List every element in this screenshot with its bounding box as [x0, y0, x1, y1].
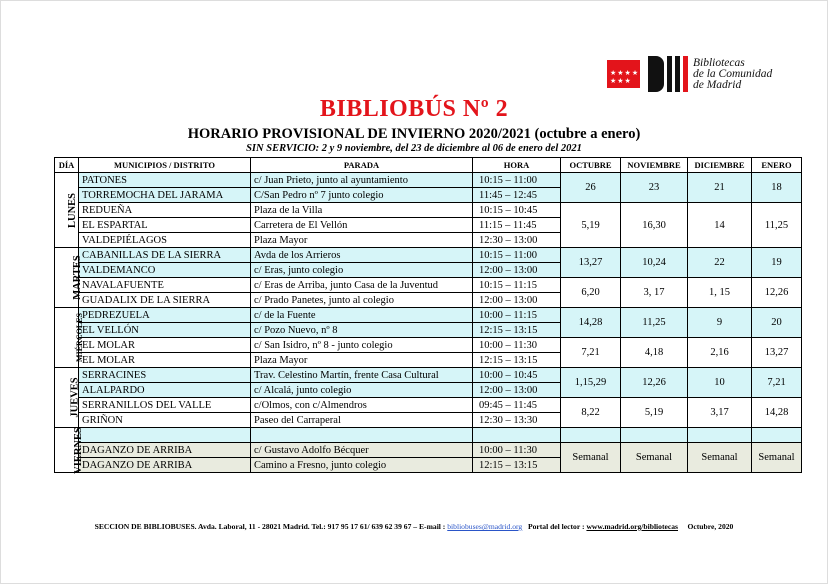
cell-november: 4,18 — [621, 338, 688, 368]
cell-hour: 12:00 – 13:00 — [473, 293, 561, 308]
cell-hour: 12:15 – 13:15 — [473, 458, 561, 473]
library-logo — [607, 54, 772, 94]
cell-stop: C/San Pedro nº 7 junto colegio — [251, 188, 473, 203]
cell-january: 13,27 — [752, 338, 802, 368]
cell-hour: 10:00 – 11:15 — [473, 308, 561, 323]
cell-municipality: CABANILLAS DE LA SIERRA — [79, 248, 251, 263]
logo-text: Bibliotecas de la Comunidad de Madrid — [693, 56, 773, 91]
cell-municipality: DAGANZO DE ARRIBA — [79, 443, 251, 458]
day-label: LUNES — [55, 173, 79, 248]
cell-hour: 12:30 – 13:00 — [473, 233, 561, 248]
cell-october: Semanal — [561, 443, 621, 473]
header-october: OCTUBRE — [561, 158, 621, 173]
cell-december: 3,17 — [688, 398, 752, 428]
cell-december: 21 — [688, 173, 752, 203]
schedule-body — [55, 173, 802, 473]
cell-january: 18 — [752, 173, 802, 203]
cell-stop: c/ Pozo Nuevo, nº 8 — [251, 323, 473, 338]
cell-stop: c/ de la Fuente — [251, 308, 473, 323]
table-row — [55, 398, 802, 413]
cell-november: 10,24 — [621, 248, 688, 278]
cell-municipality: SERRACINES — [79, 368, 251, 383]
cell-hour: 12:00 – 13:00 — [473, 263, 561, 278]
cell-hour: 10:00 – 11:30 — [473, 338, 561, 353]
cell-stop: c/ Alcalá, junto colegio — [251, 383, 473, 398]
day-label: MARTES — [55, 248, 79, 308]
cell-municipality: NAVALAFUENTE — [79, 278, 251, 293]
cell-january: 19 — [752, 248, 802, 278]
cell-hour: 12:15 – 13:15 — [473, 323, 561, 338]
day-label: VIERNES — [55, 428, 79, 473]
cell-stop: c/ Prado Panetes, junto al colegio — [251, 293, 473, 308]
cell-municipality: SERRANILLOS DEL VALLE — [79, 398, 251, 413]
cell-october: 26 — [561, 173, 621, 203]
cell-hour: 10:15 – 11:00 — [473, 173, 561, 188]
header-december: DICIEMBRE — [688, 158, 752, 173]
footer — [0, 522, 828, 531]
footer-portal-label: Portal del lector : — [527, 522, 585, 531]
day-label: JUEVES — [55, 368, 79, 428]
cell-stop: Plaza Mayor — [251, 353, 473, 368]
cell-january: 12,26 — [752, 278, 802, 308]
cell-december: 22 — [688, 248, 752, 278]
header-hour: HORA — [473, 158, 561, 173]
cell-january: Semanal — [752, 443, 802, 473]
cell-october: 8,22 — [561, 398, 621, 428]
cell-hour: 10:15 – 11:15 — [473, 278, 561, 293]
footer-portal-link[interactable]: www.madrid.org/bibliotecas — [586, 522, 678, 531]
cell-municipality: GUADALIX DE LA SIERRA — [79, 293, 251, 308]
cell-municipality: PEDREZUELA — [79, 308, 251, 323]
table-row — [55, 203, 802, 218]
table-row — [55, 368, 802, 383]
cell-stop: c/ Juan Prieto, junto al ayuntamiento — [251, 173, 473, 188]
cell-january: 14,28 — [752, 398, 802, 428]
bm-logo-icon — [648, 56, 688, 92]
header-row — [55, 158, 802, 173]
cell-stop: c/ San Isidro, nº 8 - junto colegio — [251, 338, 473, 353]
cell-municipality: ALALPARDO — [79, 383, 251, 398]
cell-november: 5,19 — [621, 398, 688, 428]
cell-stop: Camino a Fresno, junto colegio — [251, 458, 473, 473]
cell-january: 20 — [752, 308, 802, 338]
cell-stop: Paseo del Carraperal — [251, 413, 473, 428]
cell-municipality: TORREMOCHA DEL JARAMA — [79, 188, 251, 203]
cell-hour: 09:45 – 11:45 — [473, 398, 561, 413]
cell-hour: 12:30 – 13:30 — [473, 413, 561, 428]
cell-municipality: REDUEÑA — [79, 203, 251, 218]
table-row — [55, 173, 802, 188]
cell-november: 16,30 — [621, 203, 688, 248]
friday-spacer-row — [55, 428, 802, 443]
cell-november: 11,25 — [621, 308, 688, 338]
cell-october: 5,19 — [561, 203, 621, 248]
cell-stop: Trav. Celestino Martín, frente Casa Cultural — [251, 368, 473, 383]
schedule-table — [54, 157, 802, 473]
cell-municipality: EL ESPARTAL — [79, 218, 251, 233]
page-subtitle: HORARIO PROVISIONAL DE INVIERNO 2020/2021 (octubre a enero) — [187, 126, 641, 142]
header-stop: PARADA — [251, 158, 473, 173]
cell-hour: 10:15 – 10:45 — [473, 203, 561, 218]
flag-stars: ★★★★ ★★★ — [610, 69, 640, 85]
table-row — [55, 443, 802, 458]
cell-october: 6,20 — [561, 278, 621, 308]
table-row — [55, 338, 802, 353]
header-january: ENERO — [752, 158, 802, 173]
cell-stop: Plaza Mayor — [251, 233, 473, 248]
cell-stop: c/ Eras, junto colegio — [251, 263, 473, 278]
cell-stop: c/Olmos, con c/Almendros — [251, 398, 473, 413]
cell-stop: c/ Eras de Arriba, junto Casa de la Juventud — [251, 278, 473, 293]
cell-hour: 10:00 – 10:45 — [473, 368, 561, 383]
cell-stop: Carretera de El Vellón — [251, 218, 473, 233]
cell-october: 7,21 — [561, 338, 621, 368]
header-day: DÍA — [55, 158, 79, 173]
table-row — [55, 248, 802, 263]
cell-stop: c/ Gustavo Adolfo Bécquer — [251, 443, 473, 458]
cell-hour: 12:15 – 13:15 — [473, 353, 561, 368]
cell-hour: 11:45 – 12:45 — [473, 188, 561, 203]
madrid-flag-icon — [607, 60, 640, 88]
cell-december: Semanal — [688, 443, 752, 473]
cell-december: 2,16 — [688, 338, 752, 368]
cell-hour: 10:15 – 11:00 — [473, 248, 561, 263]
cell-november: Semanal — [621, 443, 688, 473]
cell-stop: Avda de los Arrieros — [251, 248, 473, 263]
cell-december: 9 — [688, 308, 752, 338]
no-service-note: SIN SERVICIO: 2 y 9 noviembre, del 23 de diciembre al 06 de enero del 2021 — [246, 143, 582, 154]
cell-municipality: VALDEPIÉLAGOS — [79, 233, 251, 248]
footer-date: Octubre, 2020 — [687, 522, 734, 531]
table-row — [55, 278, 802, 293]
cell-municipality: DAGANZO DE ARRIBA — [79, 458, 251, 473]
cell-december: 1, 15 — [688, 278, 752, 308]
header-municipality: MUNICIPIOS / DISTRITO — [79, 158, 251, 173]
table-row — [55, 308, 802, 323]
cell-october: 13,27 — [561, 248, 621, 278]
cell-municipality: VALDEMANCO — [79, 263, 251, 278]
cell-december: 10 — [688, 368, 752, 398]
page-title: BIBLIOBÚS Nº 2 — [319, 96, 509, 122]
cell-october: 14,28 — [561, 308, 621, 338]
cell-october: 1,15,29 — [561, 368, 621, 398]
cell-stop: Plaza de la Villa — [251, 203, 473, 218]
cell-december: 14 — [688, 203, 752, 248]
cell-january: 7,21 — [752, 368, 802, 398]
day-label: MIÉRCOLES — [55, 308, 79, 368]
cell-municipality: GRIÑON — [79, 413, 251, 428]
cell-january: 11,25 — [752, 203, 802, 248]
cell-november: 23 — [621, 173, 688, 203]
cell-november: 12,26 — [621, 368, 688, 398]
cell-november: 3, 17 — [621, 278, 688, 308]
cell-municipality: EL MOLAR — [79, 338, 251, 353]
cell-hour: 10:00 – 11:30 — [473, 443, 561, 458]
footer-email-link[interactable]: bibliobuses@madrid.org — [447, 522, 523, 531]
cell-municipality: EL VELLÓN — [79, 323, 251, 338]
cell-hour: 12:00 – 13:00 — [473, 383, 561, 398]
footer-address: SECCION DE BIBLIOBUSES. Avda. Laboral, 11 - 28021 Madrid. Tel.: 917 95 17 61/ 639 62 39 67 – E-mail : — [94, 522, 446, 531]
cell-municipality: PATONES — [79, 173, 251, 188]
cell-hour: 11:15 – 11:45 — [473, 218, 561, 233]
header-november: NOVIEMBRE — [621, 158, 688, 173]
cell-municipality: EL MOLAR — [79, 353, 251, 368]
